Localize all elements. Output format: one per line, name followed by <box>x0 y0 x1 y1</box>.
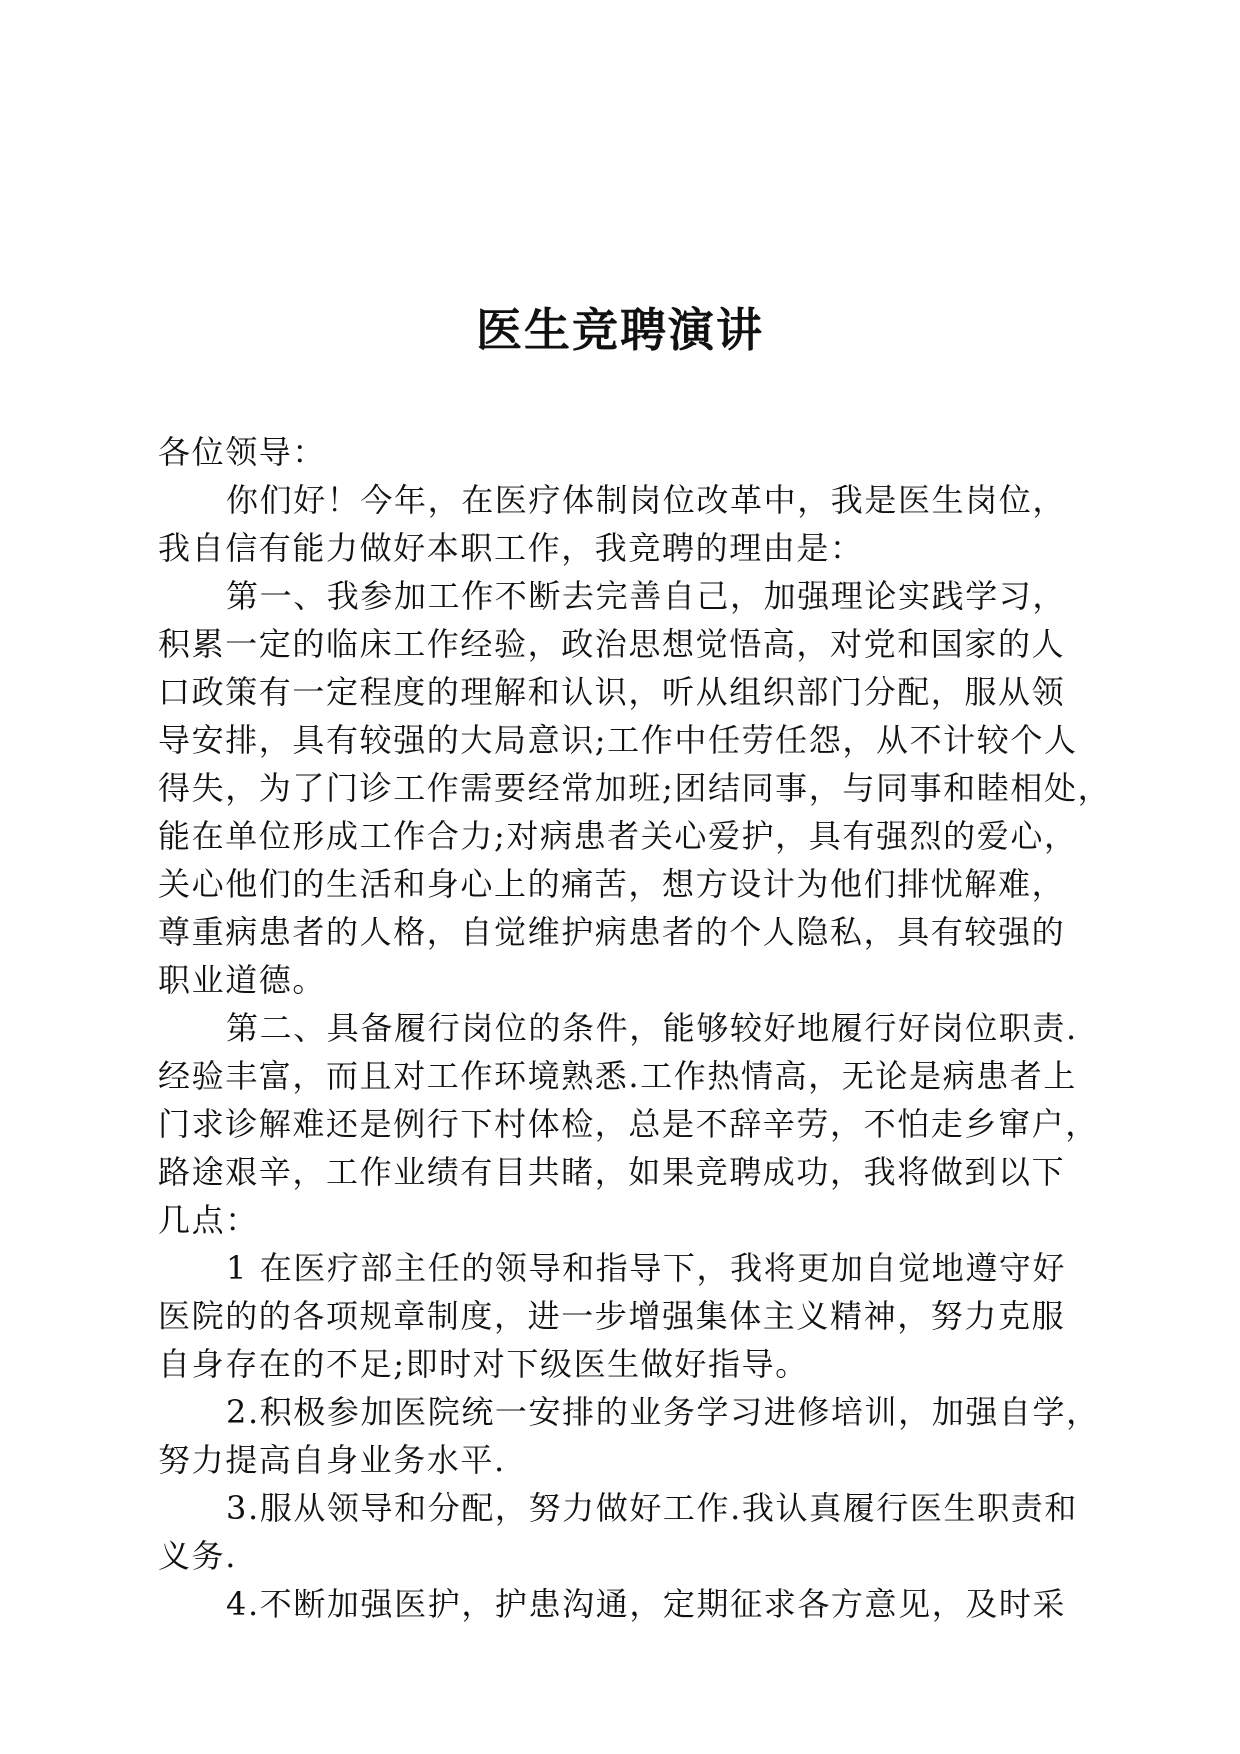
text-line: 自身存在的不足;即时对下级医生做好指导。 <box>158 1345 809 1383</box>
document-title: 医生竞聘演讲 <box>476 303 764 357</box>
text-line: 几点： <box>158 1201 259 1239</box>
text-line: 医院的的各项规章制度，进一步增强集体主义精神，努力克服 <box>158 1297 1066 1335</box>
text-line: 职业道德。 <box>158 961 327 999</box>
text-line: 你们好！今年，在医疗体制岗位改革中，我是医生岗位， <box>226 481 1067 519</box>
text-line: 导安排，具有较强的大局意识;工作中任劳任怨，从不计较个人 <box>158 721 1078 759</box>
document-body <box>158 428 1112 1628</box>
text-line: 路途艰辛，工作业绩有目共睹，如果竞聘成功，我将做到以下 <box>158 1153 1066 1191</box>
text-line: 2.积极参加医院统一安排的业务学习进修培训，加强自学， <box>226 1393 1100 1431</box>
text-line: 第二、具备履行岗位的条件，能够较好地履行好岗位职责. <box>226 1009 1078 1047</box>
text-line: 口政策有一定程度的理解和认识，听从组织部门分配，服从领 <box>158 673 1066 711</box>
text-line: 门求诊解难还是例行下村体检，总是不辞辛劳，不怕走乡窜户， <box>158 1105 1099 1143</box>
text-line: 积累一定的临床工作经验，政治思想觉悟高，对党和国家的人 <box>158 625 1066 663</box>
text-line: 3.服从领导和分配，努力做好工作.我认真履行医生职责和 <box>226 1489 1078 1527</box>
text-line: 1 在医疗部主任的领导和指导下，我将更加自觉地遵守好 <box>226 1249 1067 1287</box>
text-line: 我自信有能力做好本职工作，我竞聘的理由是： <box>158 529 864 567</box>
text-line: 第一、我参加工作不断去完善自己，加强理论实践学习， <box>226 577 1067 615</box>
text-line: 得失，为了门诊工作需要经常加班;团结同事，与同事和睦相处， <box>158 769 1112 807</box>
text-line: 各位领导： <box>158 433 327 471</box>
text-line: 关心他们的生活和身心上的痛苦，想方设计为他们排忧解难， <box>158 865 1066 903</box>
text-line: 能在单位形成工作合力;对病患者关心爱护，具有强烈的爱心， <box>158 817 1078 855</box>
text-line: 义务. <box>158 1537 237 1575</box>
text-line: 尊重病患者的人格，自觉维护病患者的个人隐私，具有较强的 <box>158 913 1066 951</box>
text-line: 4.不断加强医护，护患沟通，定期征求各方意见，及时采 <box>226 1585 1067 1623</box>
text-line: 努力提高自身业务水平. <box>158 1441 506 1479</box>
text-line: 经验丰富，而且对工作环境熟悉.工作热情高，无论是病患者上 <box>158 1057 1077 1095</box>
